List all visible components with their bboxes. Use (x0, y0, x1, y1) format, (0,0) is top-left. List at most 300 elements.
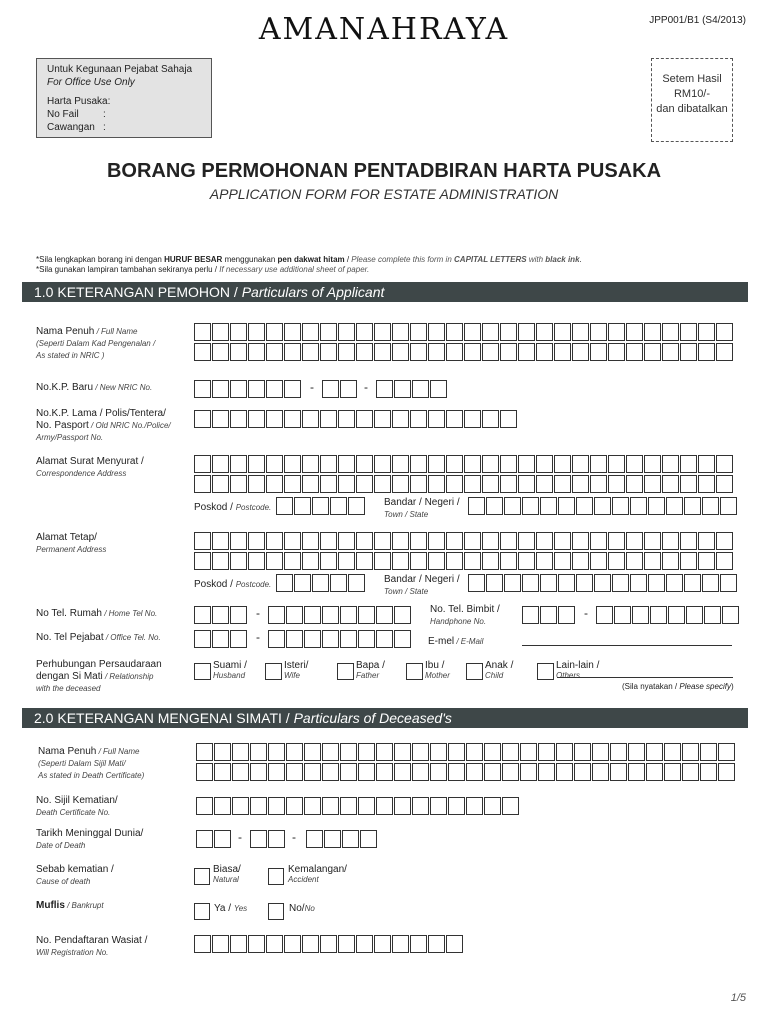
char-cell[interactable] (592, 743, 609, 761)
char-cell[interactable] (536, 455, 553, 473)
char-cell[interactable] (338, 532, 355, 550)
char-cell[interactable] (230, 343, 247, 361)
char-cell[interactable] (500, 455, 517, 473)
char-cell[interactable] (322, 743, 339, 761)
char-cell[interactable] (248, 380, 265, 398)
char-cell[interactable] (558, 574, 575, 592)
char-cell[interactable] (698, 323, 715, 341)
char-cell[interactable] (306, 830, 323, 848)
char-cell[interactable] (540, 497, 557, 515)
char-cell[interactable] (338, 475, 355, 493)
char-cell[interactable] (284, 935, 301, 953)
char-cell[interactable] (648, 574, 665, 592)
char-cell[interactable] (464, 475, 481, 493)
char-cell[interactable] (716, 455, 733, 473)
relationship-checkbox[interactable] (466, 663, 483, 680)
char-cell[interactable] (302, 323, 319, 341)
char-cell[interactable] (698, 455, 715, 473)
char-cell[interactable] (538, 763, 555, 781)
char-cell[interactable] (626, 552, 643, 570)
char-cell[interactable] (502, 743, 519, 761)
char-cell[interactable] (356, 343, 373, 361)
char-cell[interactable] (266, 343, 283, 361)
char-cell[interactable] (358, 606, 375, 624)
char-cell[interactable] (302, 343, 319, 361)
char-cell[interactable] (716, 532, 733, 550)
char-cell[interactable] (268, 630, 285, 648)
char-cell[interactable] (612, 574, 629, 592)
char-cell[interactable] (250, 743, 267, 761)
char-cell[interactable] (374, 552, 391, 570)
char-cell[interactable] (466, 743, 483, 761)
char-cell[interactable] (360, 830, 377, 848)
char-cell[interactable] (518, 475, 535, 493)
char-cell[interactable] (304, 797, 321, 815)
char-cell[interactable] (286, 630, 303, 648)
char-cell[interactable] (394, 763, 411, 781)
char-cell[interactable] (412, 763, 429, 781)
char-cell[interactable] (662, 532, 679, 550)
char-cell[interactable] (648, 497, 665, 515)
char-cell[interactable] (348, 574, 365, 592)
char-cell[interactable] (230, 380, 247, 398)
char-cell[interactable] (558, 497, 575, 515)
char-cell[interactable] (716, 343, 733, 361)
char-cell[interactable] (194, 410, 211, 428)
char-cell[interactable] (284, 475, 301, 493)
char-cell[interactable] (702, 574, 719, 592)
char-cell[interactable] (500, 532, 517, 550)
postcode-input-2[interactable] (276, 574, 366, 592)
char-cell[interactable] (662, 455, 679, 473)
char-cell[interactable] (320, 343, 337, 361)
bankrupt-yes-checkbox[interactable] (194, 903, 210, 920)
char-cell[interactable] (464, 552, 481, 570)
email-input[interactable] (522, 645, 732, 646)
relationship-checkbox[interactable] (537, 663, 554, 680)
char-cell[interactable] (608, 532, 625, 550)
home-tel-number[interactable] (268, 606, 412, 624)
char-cell[interactable] (194, 532, 211, 550)
char-cell[interactable] (356, 532, 373, 550)
char-cell[interactable] (348, 497, 365, 515)
relationship-other-input[interactable] (557, 677, 733, 678)
char-cell[interactable] (302, 532, 319, 550)
char-cell[interactable] (212, 323, 229, 341)
char-cell[interactable] (518, 532, 535, 550)
char-cell[interactable] (392, 455, 409, 473)
char-cell[interactable] (212, 630, 229, 648)
char-cell[interactable] (594, 497, 611, 515)
bankrupt-no-checkbox[interactable] (268, 903, 284, 920)
handphone-number[interactable] (596, 606, 740, 624)
char-cell[interactable] (230, 323, 247, 341)
char-cell[interactable] (284, 552, 301, 570)
char-cell[interactable] (698, 475, 715, 493)
char-cell[interactable] (666, 497, 683, 515)
char-cell[interactable] (644, 343, 661, 361)
deceased-name-line2[interactable] (196, 763, 736, 781)
char-cell[interactable] (212, 475, 229, 493)
char-cell[interactable] (410, 475, 427, 493)
char-cell[interactable] (662, 552, 679, 570)
char-cell[interactable] (536, 475, 553, 493)
char-cell[interactable] (358, 797, 375, 815)
char-cell[interactable] (430, 797, 447, 815)
char-cell[interactable] (718, 763, 735, 781)
char-cell[interactable] (302, 410, 319, 428)
char-cell[interactable] (230, 455, 247, 473)
char-cell[interactable] (358, 763, 375, 781)
char-cell[interactable] (446, 343, 463, 361)
char-cell[interactable] (374, 323, 391, 341)
home-tel-prefix[interactable] (194, 606, 248, 624)
char-cell[interactable] (320, 475, 337, 493)
char-cell[interactable] (720, 574, 737, 592)
char-cell[interactable] (428, 475, 445, 493)
char-cell[interactable] (248, 323, 265, 341)
char-cell[interactable] (704, 606, 721, 624)
char-cell[interactable] (626, 475, 643, 493)
char-cell[interactable] (686, 606, 703, 624)
char-cell[interactable] (502, 763, 519, 781)
char-cell[interactable] (320, 552, 337, 570)
char-cell[interactable] (284, 410, 301, 428)
char-cell[interactable] (518, 323, 535, 341)
char-cell[interactable] (340, 797, 357, 815)
char-cell[interactable] (662, 343, 679, 361)
char-cell[interactable] (518, 343, 535, 361)
relationship-checkbox[interactable] (265, 663, 282, 680)
char-cell[interactable] (276, 574, 293, 592)
postcode-input-1[interactable] (276, 497, 366, 515)
char-cell[interactable] (392, 323, 409, 341)
char-cell[interactable] (698, 343, 715, 361)
char-cell[interactable] (230, 606, 247, 624)
char-cell[interactable] (196, 797, 213, 815)
char-cell[interactable] (482, 532, 499, 550)
char-cell[interactable] (312, 574, 329, 592)
char-cell[interactable] (392, 343, 409, 361)
char-cell[interactable] (554, 323, 571, 341)
char-cell[interactable] (266, 455, 283, 473)
char-cell[interactable] (412, 797, 429, 815)
char-cell[interactable] (572, 552, 589, 570)
permanent-address-line2[interactable] (194, 552, 734, 570)
char-cell[interactable] (356, 455, 373, 473)
new-nric-part1[interactable] (194, 380, 302, 398)
char-cell[interactable] (266, 323, 283, 341)
cause-natural-checkbox[interactable] (194, 868, 210, 885)
char-cell[interactable] (356, 323, 373, 341)
char-cell[interactable] (428, 532, 445, 550)
deceased-name-line1[interactable] (196, 743, 736, 761)
char-cell[interactable] (590, 455, 607, 473)
char-cell[interactable] (276, 497, 293, 515)
char-cell[interactable] (486, 497, 503, 515)
char-cell[interactable] (376, 630, 393, 648)
char-cell[interactable] (576, 497, 593, 515)
char-cell[interactable] (536, 532, 553, 550)
char-cell[interactable] (230, 410, 247, 428)
char-cell[interactable] (608, 455, 625, 473)
char-cell[interactable] (410, 410, 427, 428)
char-cell[interactable] (284, 380, 301, 398)
char-cell[interactable] (500, 552, 517, 570)
char-cell[interactable] (320, 532, 337, 550)
char-cell[interactable] (608, 323, 625, 341)
char-cell[interactable] (338, 455, 355, 473)
char-cell[interactable] (482, 323, 499, 341)
char-cell[interactable] (394, 630, 411, 648)
char-cell[interactable] (522, 606, 539, 624)
char-cell[interactable] (392, 935, 409, 953)
char-cell[interactable] (466, 797, 483, 815)
char-cell[interactable] (410, 323, 427, 341)
char-cell[interactable] (680, 323, 697, 341)
char-cell[interactable] (248, 552, 265, 570)
char-cell[interactable] (502, 797, 519, 815)
char-cell[interactable] (392, 532, 409, 550)
char-cell[interactable] (394, 380, 411, 398)
char-cell[interactable] (430, 743, 447, 761)
char-cell[interactable] (448, 797, 465, 815)
char-cell[interactable] (464, 532, 481, 550)
char-cell[interactable] (520, 763, 537, 781)
char-cell[interactable] (504, 574, 521, 592)
char-cell[interactable] (680, 455, 697, 473)
char-cell[interactable] (304, 763, 321, 781)
char-cell[interactable] (646, 763, 663, 781)
char-cell[interactable] (356, 935, 373, 953)
char-cell[interactable] (446, 323, 463, 341)
char-cell[interactable] (230, 532, 247, 550)
char-cell[interactable] (468, 497, 485, 515)
char-cell[interactable] (572, 532, 589, 550)
char-cell[interactable] (194, 323, 211, 341)
char-cell[interactable] (284, 343, 301, 361)
char-cell[interactable] (556, 743, 573, 761)
town-state-input-2[interactable] (468, 574, 738, 592)
char-cell[interactable] (266, 410, 283, 428)
char-cell[interactable] (536, 552, 553, 570)
char-cell[interactable] (446, 475, 463, 493)
char-cell[interactable] (448, 743, 465, 761)
char-cell[interactable] (500, 475, 517, 493)
char-cell[interactable] (520, 743, 537, 761)
char-cell[interactable] (212, 552, 229, 570)
char-cell[interactable] (540, 574, 557, 592)
char-cell[interactable] (668, 606, 685, 624)
char-cell[interactable] (286, 606, 303, 624)
char-cell[interactable] (612, 497, 629, 515)
old-nric-input[interactable] (194, 410, 518, 428)
char-cell[interactable] (266, 475, 283, 493)
char-cell[interactable] (536, 323, 553, 341)
char-cell[interactable] (500, 323, 517, 341)
char-cell[interactable] (464, 343, 481, 361)
char-cell[interactable] (212, 532, 229, 550)
char-cell[interactable] (554, 343, 571, 361)
char-cell[interactable] (446, 552, 463, 570)
char-cell[interactable] (608, 475, 625, 493)
char-cell[interactable] (212, 380, 229, 398)
char-cell[interactable] (266, 380, 283, 398)
char-cell[interactable] (590, 532, 607, 550)
char-cell[interactable] (312, 497, 329, 515)
char-cell[interactable] (268, 606, 285, 624)
char-cell[interactable] (446, 455, 463, 473)
char-cell[interactable] (574, 743, 591, 761)
char-cell[interactable] (628, 763, 645, 781)
char-cell[interactable] (268, 797, 285, 815)
char-cell[interactable] (466, 763, 483, 781)
char-cell[interactable] (554, 532, 571, 550)
char-cell[interactable] (338, 410, 355, 428)
char-cell[interactable] (376, 797, 393, 815)
char-cell[interactable] (338, 935, 355, 953)
char-cell[interactable] (194, 380, 211, 398)
char-cell[interactable] (376, 743, 393, 761)
char-cell[interactable] (718, 743, 735, 761)
char-cell[interactable] (484, 797, 501, 815)
char-cell[interactable] (248, 343, 265, 361)
char-cell[interactable] (554, 455, 571, 473)
char-cell[interactable] (302, 455, 319, 473)
char-cell[interactable] (716, 323, 733, 341)
char-cell[interactable] (644, 532, 661, 550)
char-cell[interactable] (716, 552, 733, 570)
char-cell[interactable] (250, 830, 267, 848)
char-cell[interactable] (428, 343, 445, 361)
char-cell[interactable] (574, 763, 591, 781)
char-cell[interactable] (680, 343, 697, 361)
char-cell[interactable] (614, 606, 631, 624)
relationship-checkbox[interactable] (194, 663, 211, 680)
char-cell[interactable] (630, 574, 647, 592)
char-cell[interactable] (304, 606, 321, 624)
char-cell[interactable] (518, 455, 535, 473)
char-cell[interactable] (376, 606, 393, 624)
char-cell[interactable] (374, 343, 391, 361)
char-cell[interactable] (214, 763, 231, 781)
char-cell[interactable] (212, 410, 229, 428)
char-cell[interactable] (342, 830, 359, 848)
char-cell[interactable] (266, 552, 283, 570)
char-cell[interactable] (394, 606, 411, 624)
char-cell[interactable] (374, 935, 391, 953)
char-cell[interactable] (608, 552, 625, 570)
char-cell[interactable] (410, 532, 427, 550)
char-cell[interactable] (538, 743, 555, 761)
relationship-checkbox[interactable] (406, 663, 423, 680)
char-cell[interactable] (590, 552, 607, 570)
char-cell[interactable] (716, 475, 733, 493)
death-year[interactable] (306, 830, 378, 848)
char-cell[interactable] (194, 552, 211, 570)
char-cell[interactable] (268, 743, 285, 761)
char-cell[interactable] (722, 606, 739, 624)
char-cell[interactable] (196, 830, 213, 848)
char-cell[interactable] (630, 497, 647, 515)
char-cell[interactable] (682, 763, 699, 781)
char-cell[interactable] (358, 630, 375, 648)
char-cell[interactable] (504, 497, 521, 515)
char-cell[interactable] (662, 323, 679, 341)
char-cell[interactable] (594, 574, 611, 592)
char-cell[interactable] (518, 552, 535, 570)
new-nric-part3[interactable] (376, 380, 448, 398)
char-cell[interactable] (284, 532, 301, 550)
char-cell[interactable] (230, 935, 247, 953)
char-cell[interactable] (428, 323, 445, 341)
char-cell[interactable] (212, 935, 229, 953)
char-cell[interactable] (572, 455, 589, 473)
char-cell[interactable] (610, 763, 627, 781)
char-cell[interactable] (500, 343, 517, 361)
applicant-name-line2[interactable] (194, 343, 734, 361)
char-cell[interactable] (194, 455, 211, 473)
char-cell[interactable] (682, 743, 699, 761)
char-cell[interactable] (322, 630, 339, 648)
char-cell[interactable] (700, 763, 717, 781)
char-cell[interactable] (486, 574, 503, 592)
char-cell[interactable] (448, 763, 465, 781)
will-registration-input[interactable] (194, 935, 464, 953)
char-cell[interactable] (596, 606, 613, 624)
char-cell[interactable] (214, 830, 231, 848)
char-cell[interactable] (194, 606, 211, 624)
char-cell[interactable] (626, 323, 643, 341)
char-cell[interactable] (320, 455, 337, 473)
office-tel-number[interactable] (268, 630, 412, 648)
char-cell[interactable] (302, 552, 319, 570)
char-cell[interactable] (590, 475, 607, 493)
char-cell[interactable] (482, 475, 499, 493)
char-cell[interactable] (680, 475, 697, 493)
char-cell[interactable] (680, 532, 697, 550)
char-cell[interactable] (702, 497, 719, 515)
char-cell[interactable] (446, 410, 463, 428)
char-cell[interactable] (338, 552, 355, 570)
correspondence-address-line2[interactable] (194, 475, 734, 493)
char-cell[interactable] (330, 497, 347, 515)
char-cell[interactable] (212, 455, 229, 473)
char-cell[interactable] (572, 343, 589, 361)
char-cell[interactable] (482, 455, 499, 473)
char-cell[interactable] (464, 323, 481, 341)
char-cell[interactable] (572, 475, 589, 493)
char-cell[interactable] (340, 630, 357, 648)
char-cell[interactable] (626, 455, 643, 473)
char-cell[interactable] (412, 743, 429, 761)
char-cell[interactable] (340, 606, 357, 624)
char-cell[interactable] (250, 763, 267, 781)
char-cell[interactable] (374, 455, 391, 473)
char-cell[interactable] (590, 323, 607, 341)
cause-accident-checkbox[interactable] (268, 868, 284, 885)
char-cell[interactable] (446, 935, 463, 953)
char-cell[interactable] (646, 743, 663, 761)
char-cell[interactable] (644, 552, 661, 570)
death-day[interactable] (196, 830, 232, 848)
char-cell[interactable] (392, 552, 409, 570)
char-cell[interactable] (430, 380, 447, 398)
char-cell[interactable] (194, 343, 211, 361)
char-cell[interactable] (212, 343, 229, 361)
char-cell[interactable] (194, 935, 211, 953)
char-cell[interactable] (610, 743, 627, 761)
